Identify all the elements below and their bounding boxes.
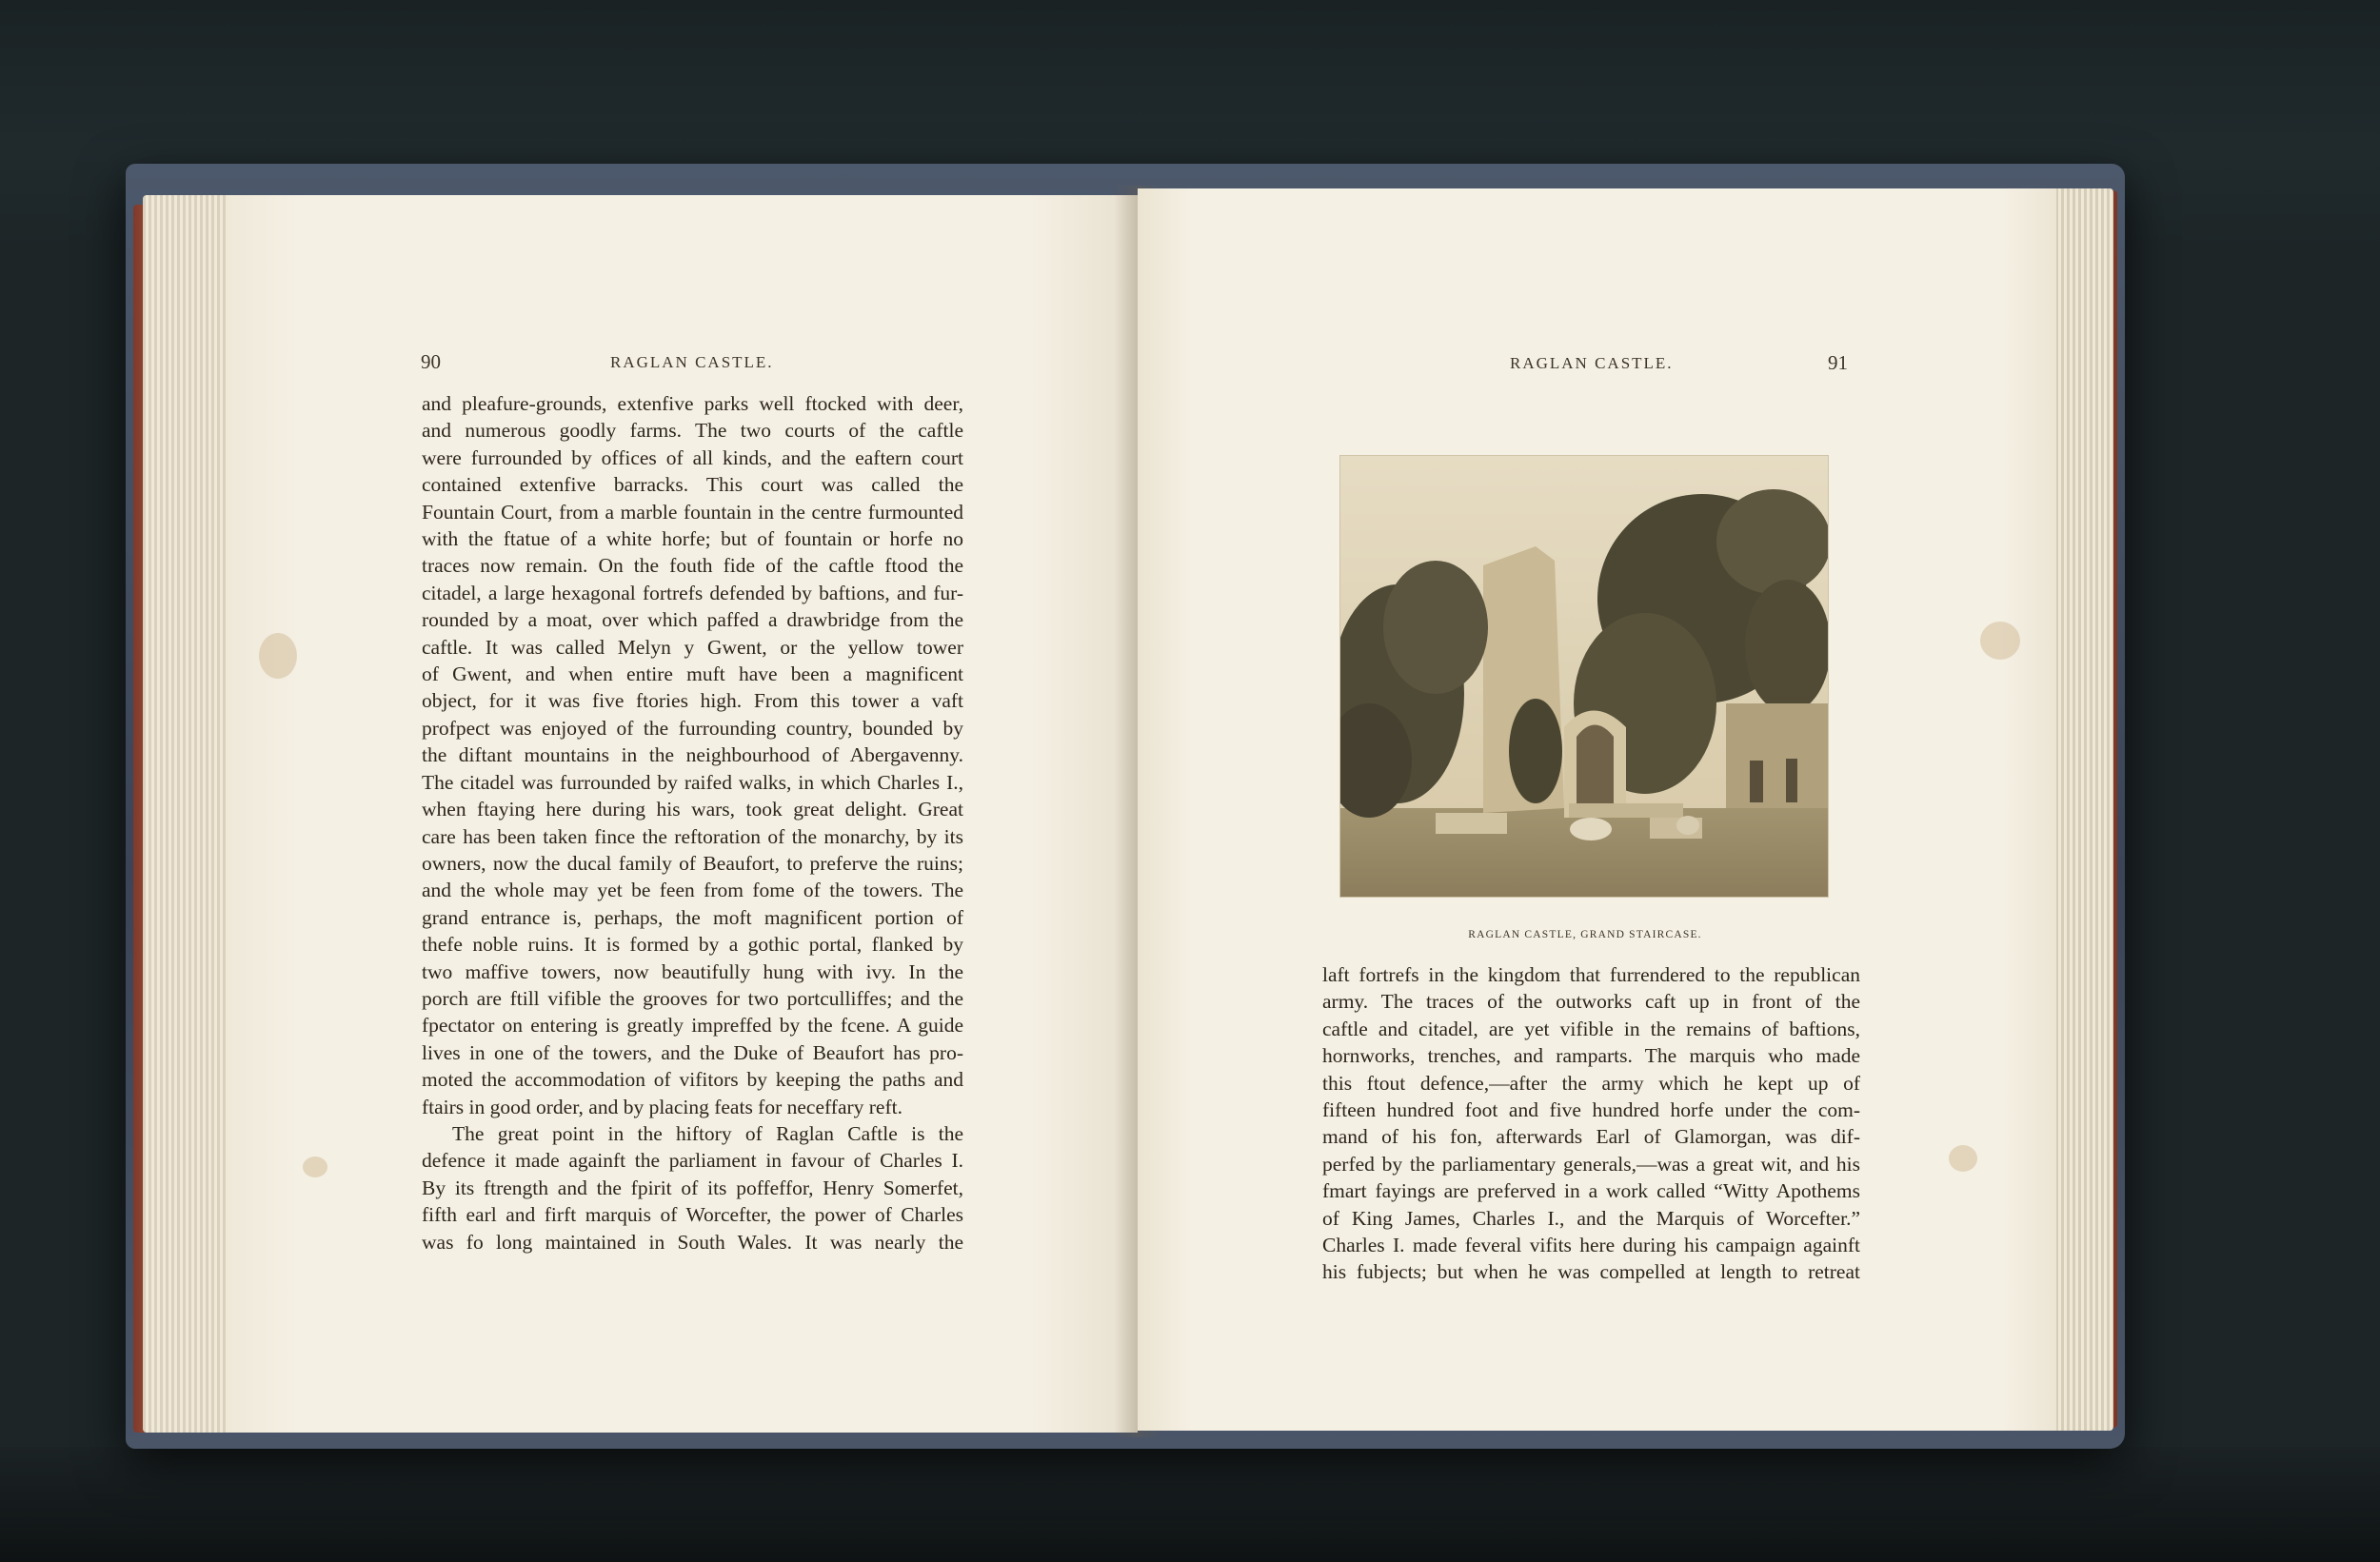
text-line: two maffive towers, now beautifully hung with ivy. In the	[422, 959, 963, 983]
text-line: By its ftrength and the fpirit of its poffeffor, Henry Somerfet,	[422, 1176, 963, 1199]
text-line: of King James, Charles I., and the Marquis of Worcefter.”	[1322, 1206, 1860, 1230]
text-line: was fo long maintained in South Wales. It was nearly the	[422, 1230, 963, 1254]
text-line: hornworks, trenches, and ramparts. The marquis who made	[1322, 1044, 1860, 1068]
text-line: and the whole may yet be feen from fome of the towers. The	[422, 879, 963, 902]
text-line: rounded by a moat, over which paffed a drawbridge from the	[422, 608, 963, 632]
plate-caption: RAGLAN CASTLE, GRAND STAIRCASE.	[1468, 929, 1702, 940]
text-line: with the ftatue of a white horfe; but of fountain or horfe no	[422, 527, 963, 551]
text-line: mand of his fon, afterwards Earl of Glamorgan, was dif-	[1322, 1125, 1860, 1149]
text-line: thefe noble ruins. It is formed by a gothic portal, flanked by	[422, 933, 963, 957]
foxing-spot	[303, 1157, 327, 1177]
body-text	[422, 390, 963, 1256]
text-line: when ftaying here during his wars, took great delight. Great	[422, 798, 963, 821]
text-line: of Gwent, and when entire muft have been a magnificent	[422, 662, 963, 686]
running-head: RAGLAN CASTLE.	[610, 353, 774, 371]
text-line: perfed by the parliamentary generals,—was a great wit, and his	[1322, 1152, 1860, 1176]
text-line: Charles I. made feveral vifits here during his campaign againft	[1322, 1234, 1860, 1257]
text-line: citadel, a large hexagonal fortrefs defended by baftions, and fur-	[422, 581, 963, 604]
text-line: Fountain Court, from a marble fountain in the centre furmounted	[422, 500, 963, 524]
text-line: fifteen hundred foot and five hundred horfe under the com-	[1322, 1098, 1860, 1122]
text-line: and pleafure-grounds, extenfive parks well ftocked with deer,	[422, 392, 963, 415]
body-text	[1322, 961, 1860, 1286]
text-line: care has been taken fince the reftoration of the monarchy, by its	[422, 824, 963, 848]
text-line: profpect was enjoyed of the furrounding country, bounded by	[422, 716, 963, 740]
text-line: caftle and citadel, are yet vifible in the remains of baftions,	[1322, 1017, 1860, 1040]
text-line: porch are ftill vifible the grooves for two portculliffes; and the	[422, 986, 963, 1010]
text-line: defence it made againft the parliament in favour of Charles I.	[422, 1149, 963, 1173]
castle-ruin-photo	[1340, 456, 1828, 897]
text-line: The great point in the hiftory of Raglan Caftle is the	[452, 1121, 963, 1145]
page-number: 90	[421, 350, 441, 373]
foxing-spot	[1980, 622, 2020, 660]
running-head: RAGLAN CASTLE.	[1510, 354, 1674, 372]
text-line: ftairs in good order, and by placing feats for neceffary reft.	[422, 1095, 902, 1118]
text-line: owners, now the ducal family of Beaufort, to preferve the ruins;	[422, 851, 963, 875]
text-line: laft fortrefs in the kingdom that furrendered to the republican	[1322, 963, 1860, 986]
table-surface	[0, 1447, 2380, 1562]
text-line: lives in one of the towers, and the Duke of Beaufort has pro-	[422, 1040, 963, 1064]
photograph-plate	[1340, 456, 1828, 897]
foxing-spot	[1949, 1145, 1977, 1172]
text-line: fpectator on entering is greatly impreffed by the fcene. A guide	[422, 1014, 963, 1038]
page-stack-right	[2047, 188, 2113, 1431]
text-line: and numerous goodly farms. The two courts of the caftle	[422, 419, 963, 443]
text-line: object, for it was five ftories high. From this tower a vaft	[422, 689, 963, 713]
text-line: moted the accommodation of vifitors by keeping the paths and	[422, 1068, 963, 1092]
text-line: this ftout defence,—after the army which he kept up of	[1322, 1071, 1860, 1095]
text-line: fmart fayings are preferved in a work called “Witty Apothems	[1322, 1179, 1860, 1203]
text-line: were furrounded by offices of all kinds, and the eaftern court	[422, 445, 963, 469]
text-line: traces now remain. On the fouth fide of the caftle ftood the	[422, 554, 963, 578]
text-line: contained extenfive barracks. This court was called the	[422, 473, 963, 497]
text-line: fifth earl and firft marquis of Worcefter, the power of Charles	[422, 1203, 963, 1227]
text-line: his fubjects; but when he was compelled at length to retreat	[1322, 1260, 1860, 1284]
page-number: 91	[1828, 351, 1848, 374]
text-line: grand entrance is, perhaps, the moft magnificent portion of	[422, 905, 963, 929]
text-line: caftle. It was called Melyn y Gwent, or the yellow tower	[422, 635, 963, 659]
text-line: army. The traces of the outworks caft up in front of the	[1322, 990, 1860, 1014]
text-line: the diftant mountains in the neighbourhood of Abergavenny.	[422, 743, 963, 767]
left-page	[228, 195, 1138, 1433]
foxing-spot	[259, 633, 297, 679]
text-line: The citadel was furrounded by raifed walks, in which Charles I.,	[422, 770, 963, 794]
